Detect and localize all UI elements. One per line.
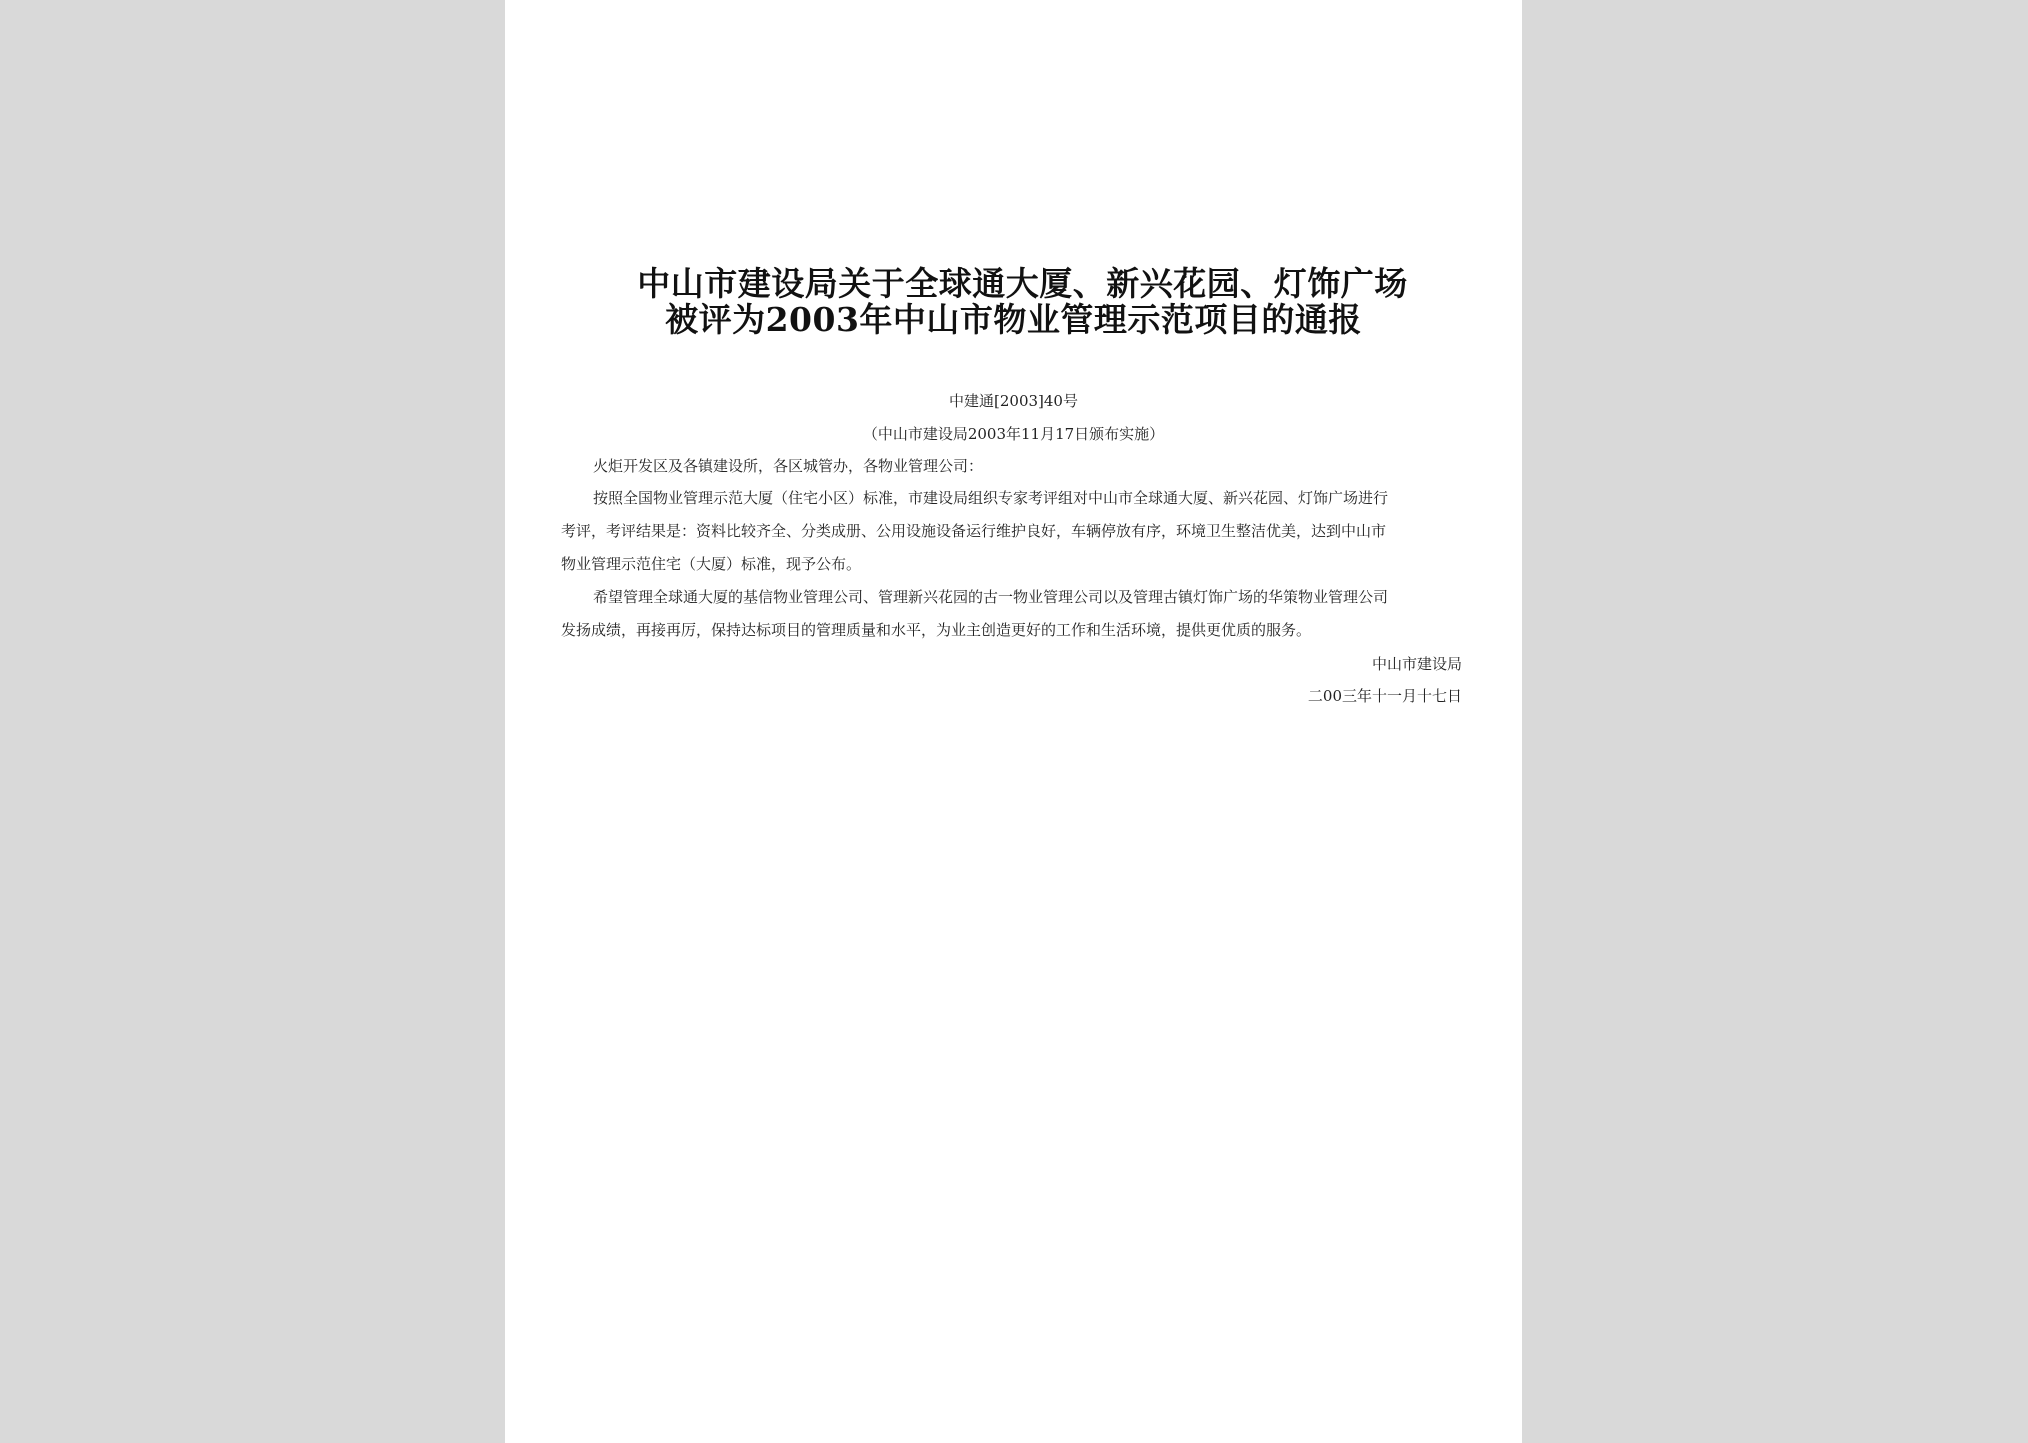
document-page bbox=[505, 0, 1522, 1443]
document-title-line-2: 被评为2003年中山市物业管理示范项目的通报 bbox=[665, 300, 1362, 339]
paragraph-1-line-3: 物业管理示范住宅（大厦）标准，现予公布。 bbox=[561, 555, 862, 573]
paragraph-1-line-1: 按照全国物业管理示范大厦（住宅小区）标准，市建设局组织专家考评组对中山市全球通大厦、新兴花园、灯饰广场进行 bbox=[593, 489, 1389, 507]
document-title-line-1: 中山市建设局关于全球通大厦、新兴花园、灯饰广场 bbox=[637, 264, 1408, 303]
signatory: 中山市建设局 bbox=[1371, 655, 1462, 673]
document-number: 中建通[2003]40号 bbox=[949, 392, 1078, 410]
paragraph-2-line-2: 发扬成绩，再接再厉，保持达标项目的管理质量和水平，为业主创造更好的工作和生活环境，提供更优质的服务。 bbox=[561, 621, 1312, 639]
document-date: 二00三年十一月十七日 bbox=[1307, 687, 1462, 705]
salutation: 火炬开发区及各镇建设所，各区城管办，各物业管理公司： bbox=[593, 457, 984, 475]
issued-note: （中山市建设局2003年11月17日颁布实施） bbox=[862, 425, 1165, 443]
paragraph-1-line-2: 考评，考评结果是：资料比较齐全、分类成册、公用设施设备运行维护良好，车辆停放有序，环境卫生整洁优美，达到中山市 bbox=[561, 522, 1387, 540]
paragraph-2-line-1: 希望管理全球通大厦的基信物业管理公司、管理新兴花园的古一物业管理公司以及管理古镇灯饰广场的华策物业管理公司 bbox=[593, 588, 1389, 606]
